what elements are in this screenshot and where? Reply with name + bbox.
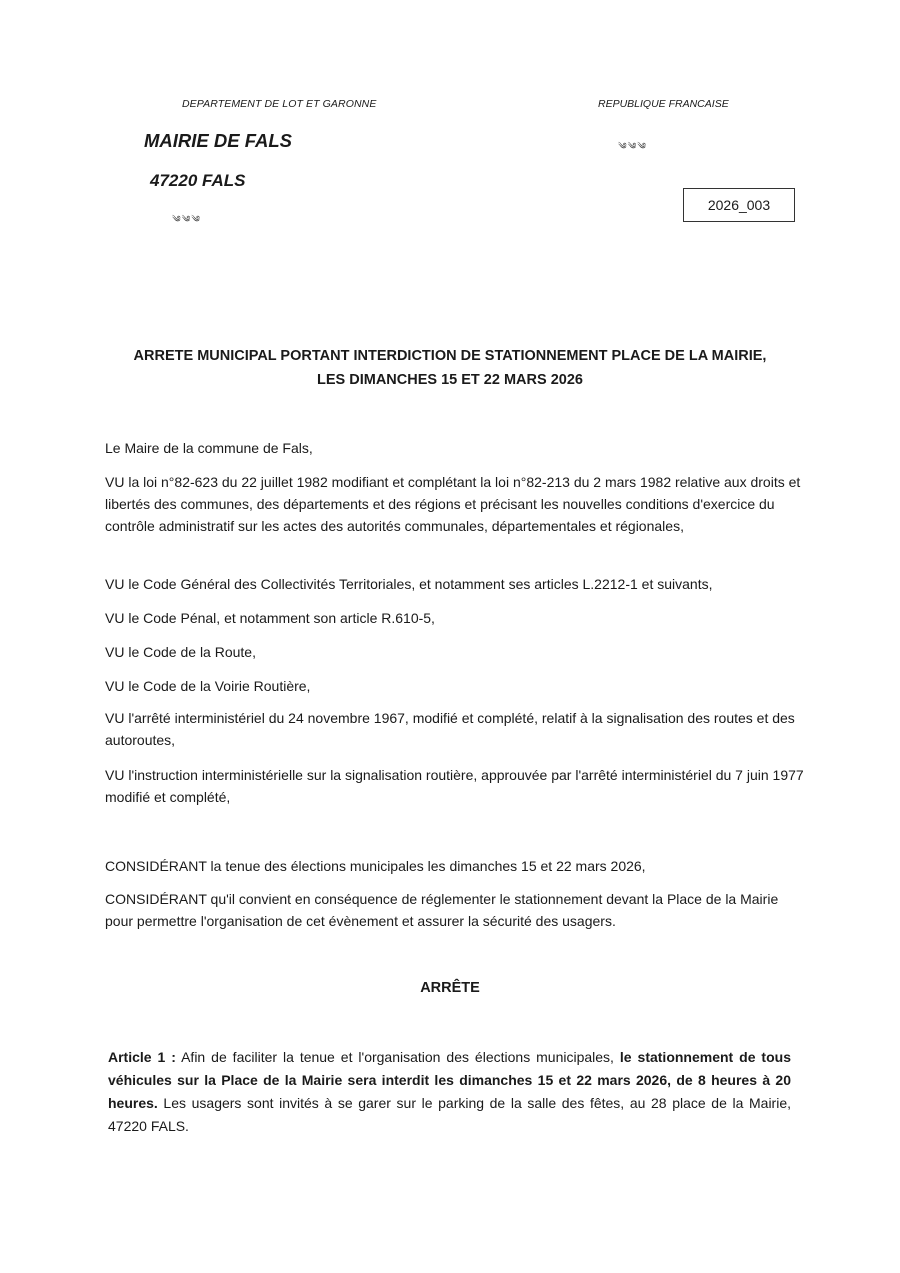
reference-number: 2026_003 <box>707 197 771 213</box>
article-1-text-start: Afin de faciliter la tenue et l'organisation des élections municipales, <box>175 1049 620 1065</box>
mairie-name: MAIRIE DE FALS <box>144 130 293 151</box>
considerant-paragraph-1: CONSIDÉRANT la tenue des élections municipales les dimanches 15 et 22 mars 2026, <box>105 858 646 874</box>
vu-paragraph-6: VU l'arrêté interministériel du 24 novembre 1967, modifié et complété, relatif à la signalisation des routes et des autoroutes, <box>105 710 795 748</box>
department-header: DEPARTEMENT DE LOT ET GARONNE <box>182 98 377 110</box>
vu-paragraph-1: VU la loi n°82-623 du 22 juillet 1982 modifiant et complétant la loi n°82-213 du 2 mars 1982 relative aux droits et libertés des communes, des départements et des régions et précisant les nouvelles conditions d'exercice du contrôle administratif sur les actes des autorités communales, départementales et régionales, <box>105 474 801 534</box>
postal-city: 47220 FALS <box>150 171 246 190</box>
intro-paragraph: Le Maire de la commune de Fals, <box>105 440 313 456</box>
vu-paragraph-7: VU l'instruction interministérielle sur la signalisation routière, approuvée par l'arrêté interministériel du 7 juin 1977 modifié et complété, <box>105 767 804 805</box>
vu-paragraph-2: VU le Code Général des Collectivités Territoriales, et notamment ses articles L.2212-1 et suivants, <box>105 576 713 592</box>
vu-paragraph-4: VU le Code de la Route, <box>105 644 256 660</box>
document-title <box>60 344 840 392</box>
article-1-text-bold: le stationnement de tous véhicules sur la Place de la Mairie sera interdit les dimanches 15 et 22 mars 2026, de 8 heures à 20 heures. <box>108 1049 791 1111</box>
republic-header: REPUBLIQUE FRANCAISE <box>598 98 729 110</box>
arrete-heading: ARRÊTE <box>420 980 480 996</box>
article-1-label: Article 1 : <box>108 1049 176 1065</box>
ornament-divider-left: ༄༄༄ <box>172 214 201 224</box>
considerant-paragraph-2: CONSIDÉRANT qu'il convient en conséquence de réglementer le stationnement devant la Place de la Mairie pour permettre l'organisation de cet évènement et assurer la sécurité des usagers. <box>105 891 779 929</box>
article-1-text-end: Les usagers sont invités à se garer sur le parking de la salle des fêtes, au 28 place de la Mairie, 47220 FALS. <box>108 1095 791 1134</box>
reference-number-box <box>683 188 795 222</box>
title-line-2: LES DIMANCHES 15 ET 22 MARS 2026 <box>317 372 583 388</box>
article-1 <box>108 1046 791 1138</box>
ornament-divider-right: ༄༄༄ <box>618 141 647 151</box>
title-line-1: ARRETE MUNICIPAL PORTANT INTERDICTION DE STATIONNEMENT PLACE DE LA MAIRIE, <box>133 348 767 364</box>
vu-paragraph-5: VU le Code de la Voirie Routière, <box>105 678 311 694</box>
vu-paragraph-3: VU le Code Pénal, et notamment son article R.610-5, <box>105 610 435 626</box>
